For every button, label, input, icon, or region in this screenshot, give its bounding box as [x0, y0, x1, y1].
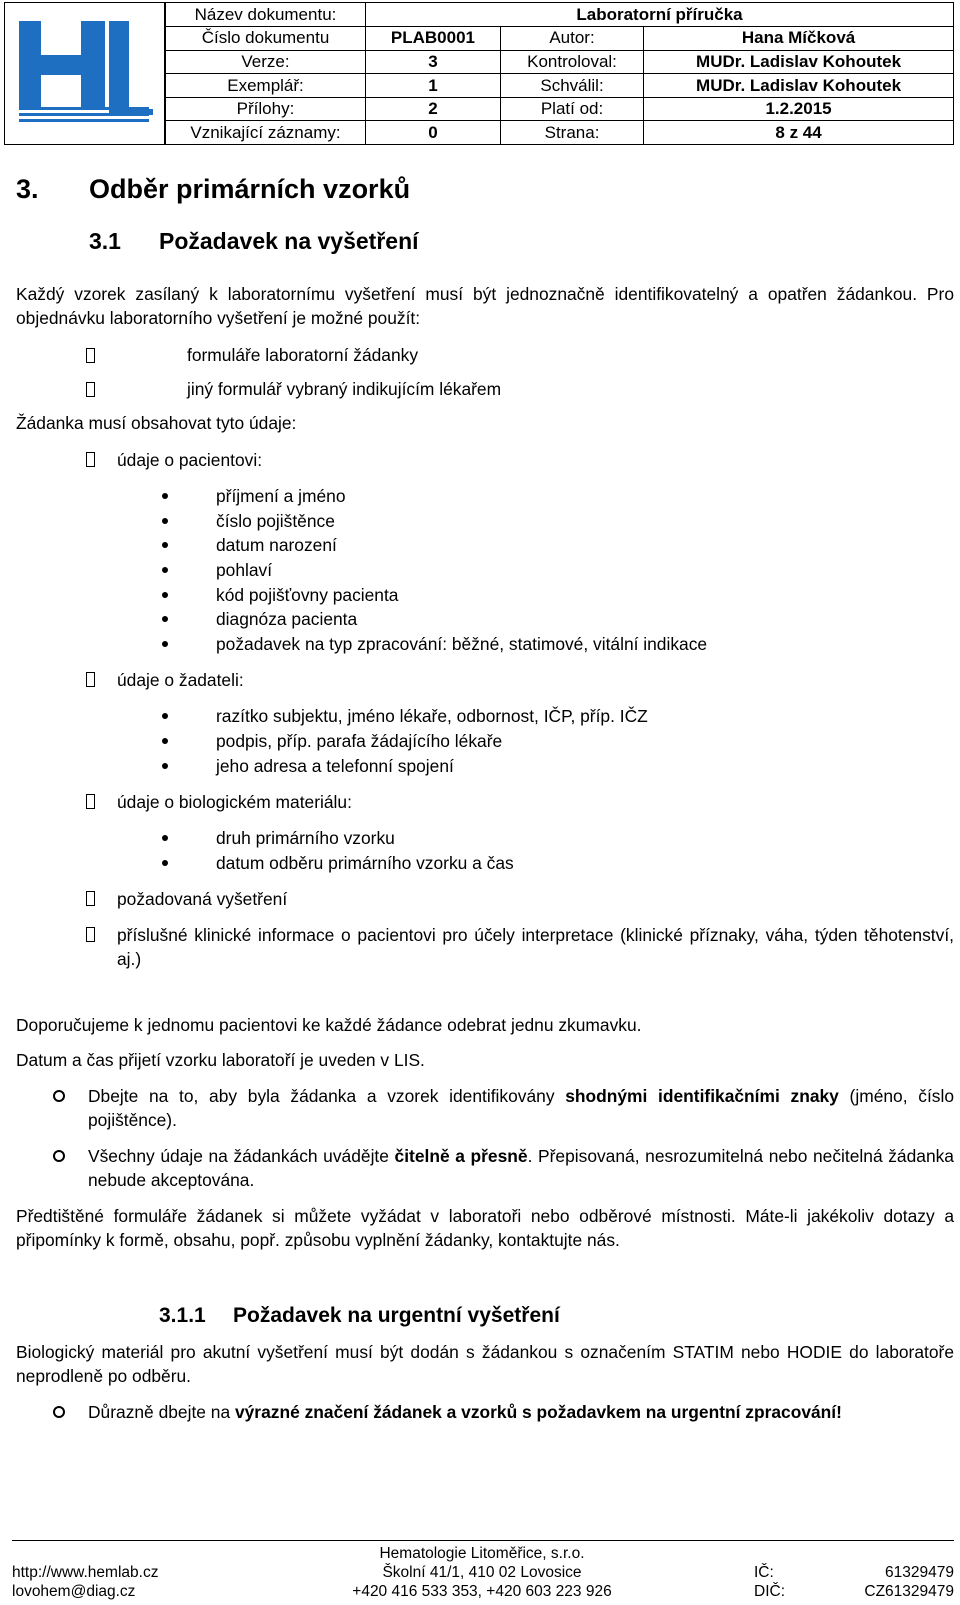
metadata-cell: 0: [366, 121, 501, 145]
footer-address: Školní 41/1, 410 02 Lovosice: [382, 1564, 582, 1581]
list-item-text: druh primárního vzorku: [216, 828, 395, 849]
list-item-text: požadavek na typ zpracování: běžné, statimové, vitální indikace: [216, 633, 708, 654]
metadata-cell: Přílohy:: [166, 97, 366, 121]
urgent-note: [16, 1400, 954, 1424]
bullet-dot-icon: [162, 713, 168, 719]
metadata-cell: PLAB0001: [366, 27, 501, 51]
bullet-dot-icon: [162, 592, 168, 598]
bullet-dot-icon: [162, 616, 168, 622]
section-title: Odběr primárních vzorků: [89, 174, 411, 204]
metadata-row: [166, 97, 954, 121]
list-item: [16, 851, 954, 876]
note-item: [16, 1144, 954, 1192]
list-item-text: pohlaví: [216, 560, 273, 581]
requirement-group: [16, 448, 954, 656]
requirement-label: příslušné klinické informace o pacientovi pro účely interpretace (klinické příznaky, váha, týden těhotenství, aj.): [117, 925, 954, 970]
list-item-text: jeho adresa a telefonní spojení: [216, 755, 454, 776]
list-item-text: datum narození: [216, 535, 337, 556]
subsubsection-heading: [159, 1302, 954, 1330]
bullet-dot-icon: [162, 518, 168, 524]
section-heading: [16, 172, 954, 206]
metadata-cell: 3: [366, 50, 501, 74]
note-text: [88, 1084, 954, 1132]
list-item: [16, 607, 954, 632]
list-item: [16, 533, 954, 558]
footer-ic-label: IČ:: [754, 1564, 774, 1581]
requirement-items: [16, 484, 954, 656]
metadata-row: [166, 50, 954, 74]
bullet-dot-icon: [162, 860, 168, 866]
footer-phone: +420 416 533 353, +420 603 223 926: [352, 1583, 612, 1600]
metadata-cell: 8 z 44: [644, 121, 953, 145]
urgent-note-pre: Důrazně dbejte na: [88, 1402, 235, 1423]
requirement-items: [16, 826, 954, 875]
metadata-cell: MUDr. Ladislav Kohoutek: [644, 74, 953, 98]
urgent-note-bold: výrazné značení žádanek a vzorků s požadavkem na urgentní zpracování!: [234, 1402, 842, 1423]
footer-dic: CZ61329479: [864, 1583, 954, 1600]
list-item-text: datum odběru primárního vzorku a čas: [216, 852, 514, 873]
checkbox-square-icon: [86, 794, 95, 809]
metadata-cell: Vznikající záznamy:: [166, 121, 366, 145]
subsection-number: 3.1: [89, 228, 121, 254]
recommend-paragraph: Doporučujeme k jednomu pacientovi ke každé žádance odebrat jednu zkumavku.: [16, 1015, 642, 1036]
checkbox-square-icon: [86, 672, 95, 687]
form-option: [16, 343, 954, 367]
list-item-text: kód pojišťovny pacienta: [216, 584, 399, 605]
note-post: . Přepisovaná, nesrozumitelná nebo nečitelná žádanka nebude akceptována.: [88, 1146, 954, 1191]
urgent-note-text: [88, 1400, 954, 1424]
metadata-cell: Číslo dokumentu: [166, 27, 366, 51]
requirement-label: údaje o biologickém materiálu:: [117, 791, 352, 812]
requirement-row: [16, 923, 954, 971]
metadata-row: [166, 74, 954, 98]
list-item: [16, 729, 954, 754]
checkbox-square-icon: [86, 452, 95, 467]
metadata-row: [166, 27, 954, 51]
intro-paragraph: Každý vzorek zasílaný k laboratornímu vyšetření musí být jednoznačně identifikovatelný a opatřen žádankou. Pro objednávku laboratorního vyšetření je možné použít:: [16, 284, 954, 328]
note-bold: shodnými identifikačními znaky: [565, 1086, 839, 1107]
request-intro: Žádanka musí obsahovat tyto údaje:: [16, 413, 297, 433]
note-pre: Všechny údaje na žádankách uvádějte: [88, 1146, 395, 1167]
bullet-dot-icon: [162, 641, 168, 647]
list-item-text: podpis, příp. parafa žádajícího lékaře: [216, 731, 503, 752]
requirement-group: [16, 887, 954, 911]
list-item-text: razítko subjektu, jméno lékaře, odbornost, IČP, příp. IČZ: [216, 706, 648, 727]
footer-contacts: [12, 1563, 158, 1601]
page-content: [16, 172, 954, 1436]
metadata-cell: Hana Míčková: [644, 27, 953, 51]
footer-ic: 61329479: [885, 1564, 954, 1581]
footer-company-block: [312, 1544, 652, 1601]
metadata-cell: Laboratorní příručka: [366, 3, 954, 27]
requirement-group: [16, 668, 954, 778]
metadata-cell: 2: [366, 97, 501, 121]
notes-list: [16, 1084, 954, 1192]
form-option-label: jiný formulář vybraný indikujícím lékařem: [187, 379, 502, 399]
metadata-row: [166, 3, 954, 27]
note-item: [16, 1084, 954, 1132]
form-option: [16, 377, 954, 401]
metadata-cell: MUDr. Ladislav Kohoutek: [644, 50, 953, 74]
list-item-text: diagnóza pacienta: [216, 609, 358, 630]
requirement-row: [16, 887, 954, 911]
metadata-cell: 1: [366, 74, 501, 98]
metadata-cell: Schválil:: [500, 74, 643, 98]
page-footer: [12, 1540, 954, 1600]
document-metadata-table: [165, 3, 953, 145]
requirement-row: [16, 668, 954, 692]
list-item: [16, 753, 954, 778]
list-item: [16, 582, 954, 607]
list-item-text: příjmení a jméno: [216, 486, 346, 507]
footer-dic-label: DIČ:: [754, 1583, 785, 1600]
requirement-label: požadovaná vyšetření: [117, 889, 288, 910]
form-option-label: formuláře laboratorní žádanky: [187, 345, 419, 365]
note-post: (jméno, číslo pojištěnce).: [88, 1086, 955, 1131]
checkbox-square-icon: [86, 348, 95, 363]
metadata-cell: Název dokumentu:: [166, 3, 366, 27]
bullet-dot-icon: [162, 763, 168, 769]
requirement-items: [16, 704, 954, 778]
requirement-group: [16, 923, 954, 971]
subsubsection-number: 3.1.1: [159, 1304, 206, 1328]
requirement-row: [16, 448, 954, 472]
bullet-dot-icon: [162, 738, 168, 744]
logo: [5, 3, 165, 144]
urgent-paragraph: Biologický materiál pro akutní vyšetření musí být dodán s žádankou s označením STATIM nebo HODIE do laboratoře neprodleně po odběru.: [16, 1342, 954, 1387]
metadata-row: [166, 121, 954, 145]
note-text: [88, 1144, 954, 1192]
circle-bullet-icon: [53, 1150, 65, 1162]
list-item: [16, 509, 954, 534]
list-item: [16, 558, 954, 583]
bullet-dot-icon: [162, 493, 168, 499]
list-item: [16, 632, 954, 657]
requirement-label: údaje o žadateli:: [117, 670, 244, 691]
document-header: [4, 2, 954, 145]
metadata-cell: 1.2.2015: [644, 97, 953, 121]
circle-bullet-icon: [53, 1090, 65, 1102]
list-item: [16, 484, 954, 509]
list-item-text: číslo pojištěnce: [216, 510, 335, 531]
footer-web-link[interactable]: http://www.hemlab.cz: [12, 1564, 159, 1581]
preprinted-paragraph: Předtištěné formuláře žádanek si můžete vyžádat v laboratoři nebo odběrové místnosti. Máte-li jakékoliv dotazy a připomínky k formě, obsahu, popř. způsobu vyplnění žádanky, kontaktujte nás.: [16, 1206, 954, 1251]
requirement-label: údaje o pacientovi:: [117, 450, 263, 470]
checkbox-square-icon: [86, 927, 95, 942]
section-number: 3.: [16, 174, 39, 204]
subsection-heading: [89, 226, 954, 256]
metadata-cell: Platí od:: [500, 97, 643, 121]
metadata-cell: Kontroloval:: [500, 50, 643, 74]
requirements-list: [16, 448, 954, 971]
forms-list: [16, 343, 954, 401]
note-bold: čitelně a přesně: [394, 1146, 528, 1167]
footer-email-link[interactable]: lovohem@diag.cz: [12, 1583, 136, 1600]
note-pre: Dbejte na to, aby byla žádanka a vzorek identifikovány: [88, 1086, 566, 1107]
bullet-dot-icon: [162, 567, 168, 573]
bullet-dot-icon: [162, 835, 168, 841]
metadata-cell: Exemplář:: [166, 74, 366, 98]
checkbox-square-icon: [86, 382, 95, 397]
footer-company: Hematologie Litoměřice, s.r.o.: [379, 1545, 585, 1562]
lis-paragraph: Datum a čas přijetí vzorku laboratoří je uveden v LIS.: [16, 1050, 425, 1071]
checkbox-square-icon: [86, 891, 95, 906]
footer-ids: [754, 1563, 954, 1601]
subsubsection-title: Požadavek na urgentní vyšetření: [233, 1304, 560, 1328]
requirement-group: [16, 790, 954, 875]
requirement-row: [16, 790, 954, 814]
metadata-cell: Autor:: [500, 27, 643, 51]
list-item: [16, 704, 954, 729]
urgent-note-list: [16, 1400, 954, 1424]
metadata-cell: Strana:: [500, 121, 643, 145]
bullet-dot-icon: [162, 542, 168, 548]
hl-logo-icon: [15, 17, 155, 129]
metadata-cell: Verze:: [166, 50, 366, 74]
list-item: [16, 826, 954, 851]
subsection-title: Požadavek na vyšetření: [159, 228, 419, 254]
circle-bullet-icon: [53, 1406, 65, 1418]
